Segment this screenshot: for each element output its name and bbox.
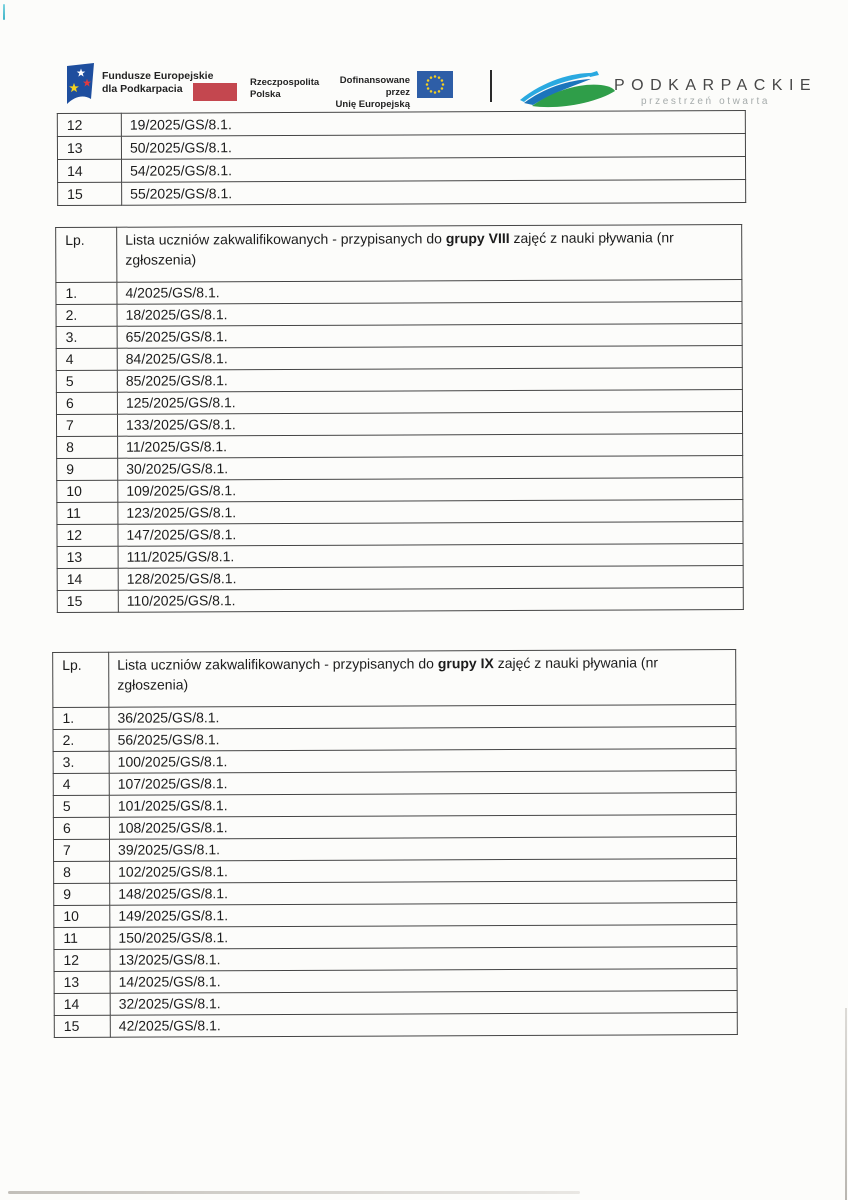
table-row	[53, 837, 736, 862]
eu-flag-icon	[417, 71, 453, 98]
group-vii-table-continuation	[57, 110, 746, 206]
row-number: 12	[57, 524, 118, 546]
application-number: 108/2025/GS/8.1.	[109, 815, 736, 840]
application-number: 30/2025/GS/8.1.	[118, 456, 743, 481]
table-row	[56, 302, 742, 327]
row-number: 8	[54, 861, 110, 883]
table-row	[57, 522, 743, 547]
lp-column-header: Lp.	[56, 227, 117, 282]
application-number: 147/2025/GS/8.1.	[118, 522, 743, 547]
table-row	[54, 947, 737, 972]
table-row	[56, 368, 742, 393]
fundusze-europejskie-line2: dla Podkarpacia	[102, 83, 183, 95]
row-number: 8	[57, 436, 118, 458]
application-number: 110/2025/GS/8.1.	[118, 588, 743, 613]
table-title-prefix: Lista uczniów zakwalifikowanych - przypisanych do	[117, 655, 438, 673]
application-number: 109/2025/GS/8.1.	[118, 478, 743, 503]
table-row	[54, 859, 737, 884]
table-row	[56, 346, 742, 371]
table-title	[109, 650, 736, 708]
row-number: 6	[53, 817, 109, 839]
application-number: 14/2025/GS/8.1.	[110, 969, 737, 994]
scan-artifact-bottom-edge	[8, 1191, 580, 1194]
row-number: 9	[54, 883, 110, 905]
table-row	[56, 324, 742, 349]
application-number: 123/2025/GS/8.1.	[118, 500, 743, 525]
table-row	[54, 903, 737, 928]
row-number: 6	[56, 392, 117, 414]
table-row	[57, 500, 743, 525]
application-number: 125/2025/GS/8.1.	[117, 390, 742, 415]
application-number: 133/2025/GS/8.1.	[117, 412, 742, 437]
podkarpackie-wordmark: PODKARPACKIE	[614, 77, 818, 94]
row-number: 13	[54, 971, 110, 993]
application-number: 85/2025/GS/8.1.	[117, 368, 742, 393]
table-row	[54, 925, 737, 950]
application-number: 101/2025/GS/8.1.	[109, 793, 736, 818]
table-row	[53, 727, 736, 752]
application-number: 149/2025/GS/8.1.	[110, 903, 737, 928]
table-row	[54, 881, 737, 906]
table-title-line2: zgłoszenia)	[117, 675, 189, 693]
eu-funding-label	[320, 75, 410, 111]
row-number: 7	[53, 839, 109, 861]
row-number: 10	[57, 480, 118, 502]
row-number: 1.	[56, 282, 117, 304]
application-number: 4/2025/GS/8.1.	[117, 280, 742, 305]
table-title-line2: zgłoszenia)	[125, 250, 197, 268]
row-number: 12	[57, 113, 121, 136]
table-row	[57, 133, 745, 159]
fundusze-europejskie-line1: Fundusze Europejskie	[102, 70, 214, 82]
application-number: 102/2025/GS/8.1.	[110, 859, 737, 884]
application-number: 84/2025/GS/8.1.	[117, 346, 742, 371]
table-row	[54, 991, 737, 1016]
table-row	[54, 969, 737, 994]
table-row	[53, 749, 736, 774]
application-number: 39/2025/GS/8.1.	[109, 837, 736, 862]
row-number: 14	[57, 159, 121, 182]
application-number: 19/2025/GS/8.1.	[121, 110, 745, 136]
row-number: 15	[58, 182, 122, 205]
application-number: 11/2025/GS/8.1.	[118, 434, 743, 459]
table-row	[57, 110, 745, 136]
row-number: 9	[57, 458, 118, 480]
row-number: 13	[57, 136, 121, 159]
table-row	[56, 390, 742, 415]
row-number: 2.	[56, 304, 117, 326]
application-number: 100/2025/GS/8.1.	[109, 749, 736, 774]
application-number: 111/2025/GS/8.1.	[118, 544, 743, 569]
table-title-suffix: zajęć z nauki pływania (nr	[509, 229, 674, 247]
row-number: 2.	[53, 729, 109, 751]
row-number: 13	[57, 546, 118, 568]
row-number: 10	[54, 905, 110, 927]
table-row	[57, 478, 743, 503]
poland-flag-icon	[193, 83, 237, 101]
row-number: 4	[56, 348, 117, 370]
application-number: 128/2025/GS/8.1.	[118, 566, 743, 591]
table-header-row	[56, 225, 742, 283]
funding-logo-strip	[0, 0, 848, 115]
table-row	[53, 771, 736, 796]
rzeczpospolita-polska-label	[250, 77, 319, 101]
application-number: 18/2025/GS/8.1.	[117, 302, 742, 327]
poland-label-line2: Polska	[250, 89, 281, 100]
table-row	[54, 1013, 737, 1038]
application-number: 55/2025/GS/8.1.	[122, 179, 746, 205]
fundusze-europejskie-flag-icon	[64, 61, 96, 106]
eu-funding-line2: Unię Europejską	[335, 99, 410, 110]
table-row	[53, 705, 736, 730]
table-title-prefix: Lista uczniów zakwalifikowanych - przypisanych do	[125, 230, 446, 248]
row-number: 15	[54, 1015, 110, 1037]
table-row	[57, 588, 743, 613]
row-number: 14	[54, 993, 110, 1015]
application-number: 32/2025/GS/8.1.	[110, 991, 737, 1016]
table-row	[53, 793, 736, 818]
row-number: 3.	[56, 326, 117, 348]
table-row	[56, 280, 742, 305]
row-number: 11	[57, 502, 118, 524]
row-number: 14	[57, 568, 118, 590]
row-number: 15	[57, 590, 118, 612]
row-number: 12	[54, 949, 110, 971]
table-row	[57, 544, 743, 569]
application-number: 150/2025/GS/8.1.	[110, 925, 737, 950]
application-number: 54/2025/GS/8.1.	[121, 156, 745, 182]
application-number: 65/2025/GS/8.1.	[117, 324, 742, 349]
group-viii-table	[55, 224, 744, 613]
row-number: 3.	[53, 751, 109, 773]
eu-funding-line1: Dofinansowane przez	[339, 75, 410, 98]
row-number: 1.	[53, 707, 109, 729]
lp-column-header: Lp.	[53, 652, 109, 707]
application-number: 148/2025/GS/8.1.	[110, 881, 737, 906]
table-row	[57, 156, 745, 182]
table-header-row	[53, 650, 736, 708]
row-number: 5	[56, 370, 117, 392]
application-number: 56/2025/GS/8.1.	[109, 727, 736, 752]
scan-artifact-right-edge	[845, 1008, 847, 1200]
application-number: 36/2025/GS/8.1.	[109, 705, 736, 730]
row-number: 5	[53, 795, 109, 817]
table-row	[57, 566, 743, 591]
group-ix-table	[52, 649, 738, 1038]
podkarpackie-tagline: przestrzeń otwarta	[641, 96, 771, 107]
table-title	[117, 225, 742, 283]
table-row	[53, 815, 736, 840]
podkarpackie-wave-icon	[518, 71, 618, 108]
row-number: 11	[54, 927, 110, 949]
poland-label-line1: Rzeczpospolita	[250, 77, 320, 88]
table-row	[57, 456, 743, 481]
application-number: 42/2025/GS/8.1.	[110, 1013, 737, 1038]
application-number: 107/2025/GS/8.1.	[109, 771, 736, 796]
logo-separator-bar	[490, 70, 492, 102]
application-number: 13/2025/GS/8.1.	[110, 947, 737, 972]
table-title-suffix: zajęć z nauki pływania (nr	[493, 654, 659, 672]
table-row	[57, 434, 743, 459]
group-name: grupy VIII	[445, 230, 510, 247]
row-number: 7	[56, 414, 117, 436]
table-row	[58, 179, 746, 205]
group-name: grupy IX	[437, 655, 494, 672]
application-number: 50/2025/GS/8.1.	[121, 133, 745, 159]
table-row	[56, 412, 742, 437]
row-number: 4	[53, 773, 109, 795]
